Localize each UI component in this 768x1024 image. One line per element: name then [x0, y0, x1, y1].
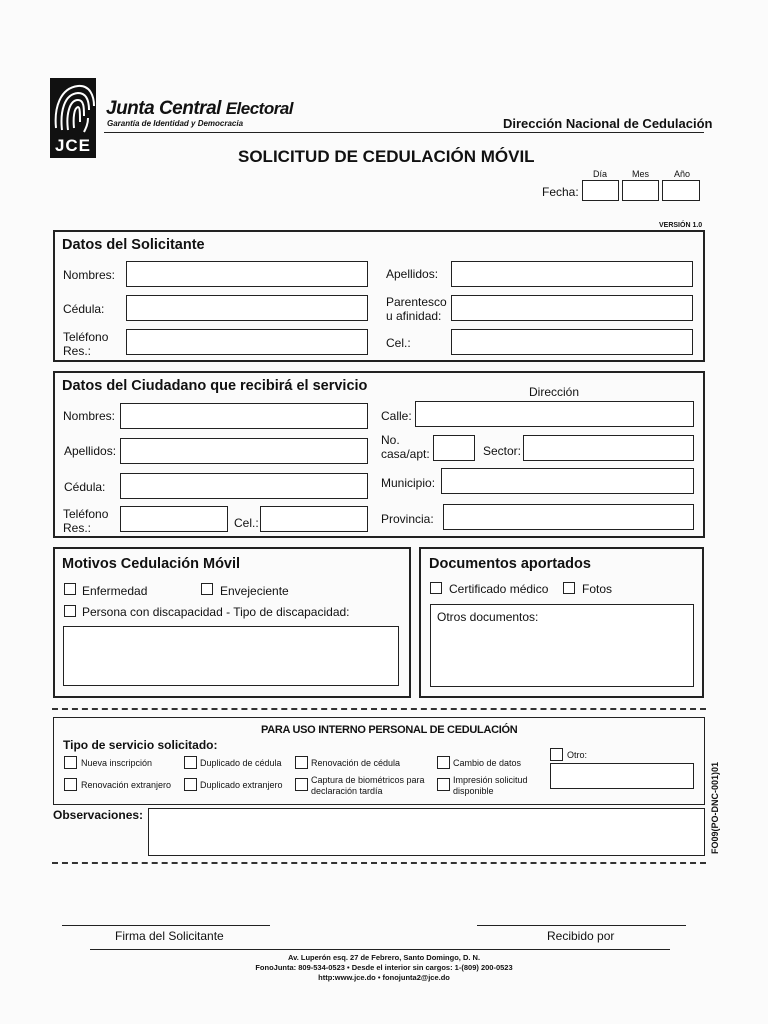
envejeciente-label: Envejeciente: [220, 584, 289, 598]
version-label: VERSIÓN 1.0: [659, 222, 703, 229]
solicitante-cedula-field[interactable]: [126, 295, 368, 321]
ciudadano-telefono-field[interactable]: [120, 506, 228, 532]
department-name: Dirección Nacional de Cedulación: [503, 116, 713, 131]
certificado-checkbox[interactable]: [430, 582, 442, 594]
footer-phones: FonoJunta: 809-534-0523 • Desde el interior sin cargos: 1-(809) 200-0523: [255, 963, 513, 972]
ciudadano-provincia-label: Provincia:: [381, 512, 434, 526]
solicitante-nombres-field[interactable]: [126, 261, 368, 287]
envejeciente-checkbox[interactable]: [201, 583, 213, 595]
ciudadano-cel-label: Cel.:: [234, 516, 259, 530]
solicitante-telefono-field[interactable]: [126, 329, 368, 355]
solicitante-title: Datos del Solicitante: [62, 237, 205, 253]
date-label: Fecha:: [542, 185, 579, 199]
cambio-datos-checkbox[interactable]: [437, 756, 450, 769]
date-day-field[interactable]: [582, 180, 619, 201]
ciudadano-cedula-field[interactable]: [120, 473, 368, 499]
org-name: [106, 98, 293, 120]
ciudadano-telefono-label-2: Res.:: [63, 521, 92, 535]
date-year-field[interactable]: [662, 180, 700, 201]
duplicado-cedula-label: Duplicado de cédula: [200, 758, 282, 768]
renovacion-cedula-checkbox[interactable]: [295, 756, 308, 769]
nueva-inscripcion-label: Nueva inscripción: [81, 758, 153, 768]
duplicado-cedula-checkbox[interactable]: [184, 756, 197, 769]
solicitante-telefono-label-2: Res.:: [63, 344, 92, 358]
date-month-field[interactable]: [622, 180, 659, 201]
solicitante-parentesco-field[interactable]: [451, 295, 693, 321]
solicitante-nombres-label: Nombres:: [63, 268, 116, 282]
org-name-bold: Electoral: [225, 99, 294, 118]
cut-line-top: [52, 708, 706, 710]
uso-interno-title: PARA USO INTERNO PERSONAL DE CEDULACIÓN: [261, 724, 518, 736]
otro-checkbox[interactable]: [550, 748, 563, 761]
ciudadano-municipio-label: Municipio:: [381, 476, 436, 490]
recibido-label: Recibido por: [547, 929, 615, 943]
date-day-label: Día: [593, 169, 608, 179]
ciudadano-calle-label: Calle:: [381, 409, 412, 423]
impresion-solicitud-label-2: disponible: [453, 786, 494, 796]
ciudadano-nocasa-label: No.: [381, 433, 400, 447]
solicitante-apellidos-label: Apellidos:: [386, 267, 439, 281]
discapacidad-field[interactable]: [63, 626, 399, 686]
certificado-label: Certificado médico: [449, 582, 549, 596]
logo-text: JCE: [54, 136, 92, 155]
discapacidad-label: Persona con discapacidad - Tipo de discapacidad:: [82, 605, 350, 619]
observaciones-label: Observaciones:: [53, 808, 144, 822]
solicitante-telefono-label: Teléfono: [63, 330, 109, 344]
firma-line: [62, 925, 270, 926]
firma-label: Firma del Solicitante: [115, 929, 224, 943]
solicitante-cedula-label: Cédula:: [63, 302, 105, 316]
ciudadano-apellidos-label: Apellidos:: [64, 444, 117, 458]
enfermedad-checkbox[interactable]: [64, 583, 76, 595]
header-rule: [104, 132, 704, 133]
form-code: FO09(PO-DNC-001)01: [710, 761, 720, 854]
date-month-label: Mes: [632, 169, 650, 179]
otros-documentos-label: Otros documentos:: [437, 610, 539, 624]
cambio-datos-label: Cambio de datos: [453, 758, 522, 768]
ciudadano-nocasa-label-2: casa/apt:: [381, 447, 430, 461]
fotos-label: Fotos: [582, 582, 613, 596]
ciudadano-nombres-label: Nombres:: [63, 409, 116, 423]
ciudadano-municipio-field[interactable]: [441, 468, 694, 494]
ciudadano-sector-field[interactable]: [523, 435, 694, 461]
footer-address: Av. Luperón esq. 27 de Febrero, Santo Domingo, D. N.: [287, 953, 481, 962]
ciudadano-sector-label: Sector:: [483, 444, 522, 458]
ciudadano-cedula-label: Cédula:: [64, 480, 106, 494]
renovacion-extranjero-checkbox[interactable]: [64, 778, 77, 791]
captura-biometricos-label-2: declaración tardía: [311, 786, 383, 796]
renovacion-extranjero-label: Renovación extranjero: [81, 780, 172, 790]
ciudadano-provincia-field[interactable]: [443, 504, 694, 530]
renovacion-cedula-label: Renovación de cédula: [311, 758, 401, 768]
solicitante-parentesco-label-2: u afinidad:: [386, 309, 442, 323]
duplicado-extranjero-checkbox[interactable]: [184, 778, 197, 791]
ciudadano-telefono-label: Teléfono: [63, 507, 109, 521]
fotos-checkbox[interactable]: [563, 582, 575, 594]
solicitante-cel-label: Cel.:: [386, 336, 411, 350]
impresion-solicitud-checkbox[interactable]: [437, 778, 450, 791]
enfermedad-label: Enfermedad: [82, 584, 148, 598]
ciudadano-nombres-field[interactable]: [120, 403, 368, 429]
solicitante-apellidos-field[interactable]: [451, 261, 693, 287]
ciudadano-title: Datos del Ciudadano que recibirá el servicio: [62, 378, 368, 394]
ciudadano-nocasa-field[interactable]: [433, 435, 475, 461]
jce-logo: [50, 78, 96, 158]
captura-biometricos-label: Captura de biométricos para: [311, 775, 425, 785]
ciudadano-apellidos-field[interactable]: [120, 438, 368, 464]
ciudadano-direccion-label: Dirección: [529, 385, 580, 399]
otro-field[interactable]: [550, 763, 694, 789]
documentos-title: Documentos aportados: [429, 556, 591, 572]
ciudadano-cel-field[interactable]: [260, 506, 368, 532]
ciudadano-calle-field[interactable]: [415, 401, 694, 427]
fingerprint-icon: [50, 78, 96, 134]
org-tagline: Garantía de Identidad y Democracia: [107, 119, 244, 128]
motivos-title: Motivos Cedulación Móvil: [62, 556, 241, 572]
cut-line-bottom: [52, 862, 706, 864]
impresion-solicitud-label: Impresión solicitud: [453, 775, 528, 785]
form-title: SOLICITUD DE CEDULACIÓN MÓVIL: [238, 147, 535, 166]
solicitante-parentesco-label: Parentesco: [386, 295, 447, 309]
duplicado-extranjero-label: Duplicado extranjero: [200, 780, 283, 790]
observaciones-field[interactable]: [148, 808, 705, 856]
discapacidad-checkbox[interactable]: [64, 605, 76, 617]
nueva-inscripcion-checkbox[interactable]: [64, 756, 77, 769]
footer-rule: [90, 949, 670, 950]
recibido-line: [477, 925, 686, 926]
captura-biometricos-checkbox[interactable]: [295, 778, 308, 791]
tipo-servicio-label: Tipo de servicio solicitado:: [63, 738, 218, 752]
footer-web: http:www.jce.do • fonojunta2@jce.do: [318, 973, 450, 982]
date-year-label: Año: [674, 169, 691, 179]
otro-label: Otro:: [567, 750, 588, 760]
org-name-main: Junta Central: [106, 98, 221, 119]
solicitante-cel-field[interactable]: [451, 329, 693, 355]
